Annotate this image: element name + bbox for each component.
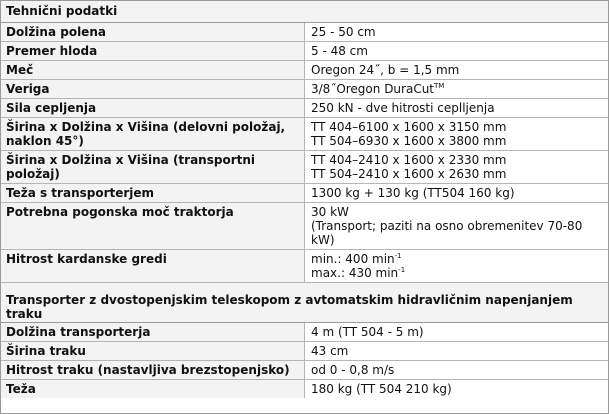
table-row	[1, 23, 608, 42]
row-label: Dolžina polena	[1, 23, 305, 42]
row-value: od 0 - 0,8 m/s	[305, 361, 609, 380]
row-label: Sila cepljenja	[1, 99, 305, 118]
table-row	[1, 184, 608, 203]
row-label: Hitrost traku (nastavljiva brezstopenjsko)	[1, 361, 305, 380]
section-title: Tehnični podatki	[1, 1, 608, 23]
section-header-conveyor	[1, 283, 608, 323]
row-label: Potrebna pogonska moč traktorja	[1, 203, 305, 250]
row-label: Širina traku	[1, 342, 305, 361]
value-line: TT 404–6100 x 1600 x 3150 mm	[311, 120, 507, 134]
trademark-superscript: TM	[434, 82, 445, 90]
row-value: 25 - 50 cm	[305, 23, 609, 42]
row-label: Širina x Dolžina x Višina (delovni položaj, naklon 45°)	[1, 118, 305, 151]
row-label: Veriga	[1, 80, 305, 99]
spec-table	[1, 1, 608, 398]
row-value: 250 kN - dve hitrosti ceplljenja	[305, 99, 609, 118]
value-line: (Transport; paziti na osno obremenitev 70-80 kW)	[311, 219, 583, 247]
row-label: Premer hloda	[1, 42, 305, 61]
unit-exponent: -1	[394, 252, 402, 260]
table-row	[1, 80, 608, 99]
value-line: TT 504–2410 x 1600 x 2630 mm	[311, 167, 507, 181]
row-value: 5 - 48 cm	[305, 42, 609, 61]
value-line: 30 kW	[311, 205, 349, 219]
table-row	[1, 99, 608, 118]
table-row	[1, 42, 608, 61]
row-value	[305, 250, 609, 283]
row-label: Širina x Dolžina x Višina (transportni položaj)	[1, 151, 305, 184]
speed-min-text: min.: 400 min	[311, 252, 395, 266]
unit-exponent: -1	[398, 266, 406, 274]
value-line: TT 404–2410 x 1600 x 2330 mm	[311, 153, 507, 167]
row-value: 4 m (TT 504 - 5 m)	[305, 323, 609, 342]
table-row	[1, 342, 608, 361]
table-row	[1, 323, 608, 342]
row-label: Teža s transporterjem	[1, 184, 305, 203]
value-line	[311, 266, 604, 280]
table-row	[1, 151, 608, 184]
row-value	[305, 80, 609, 99]
row-value: 1300 kg + 130 kg (TT504 160 kg)	[305, 184, 609, 203]
row-label: Meč	[1, 61, 305, 80]
row-value	[305, 151, 609, 184]
table-row	[1, 380, 608, 399]
row-value: Oregon 24˝, b = 1,5 mm	[305, 61, 609, 80]
table-row	[1, 61, 608, 80]
table-row	[1, 361, 608, 380]
row-value: 43 cm	[305, 342, 609, 361]
row-label: Hitrost kardanske gredi	[1, 250, 305, 283]
table-row	[1, 203, 608, 250]
table-row	[1, 250, 608, 283]
row-label: Teža	[1, 380, 305, 399]
row-value	[305, 203, 609, 250]
value-line	[311, 252, 604, 266]
row-value: 180 kg (TT 504 210 kg)	[305, 380, 609, 399]
row-value	[305, 118, 609, 151]
section-header-technical-data	[1, 1, 608, 23]
row-label: Dolžina transporterja	[1, 323, 305, 342]
table-row	[1, 118, 608, 151]
section-title: Transporter z dvostopenjskim teleskopom z avtomatskim hidravličnim napenjanjem traku	[1, 283, 608, 323]
value-line: TT 504–6930 x 1600 x 3800 mm	[311, 134, 507, 148]
chain-value-text: 3/8˝Oregon DuraCut	[311, 82, 435, 96]
speed-max-text: max.: 430 min	[311, 266, 399, 280]
